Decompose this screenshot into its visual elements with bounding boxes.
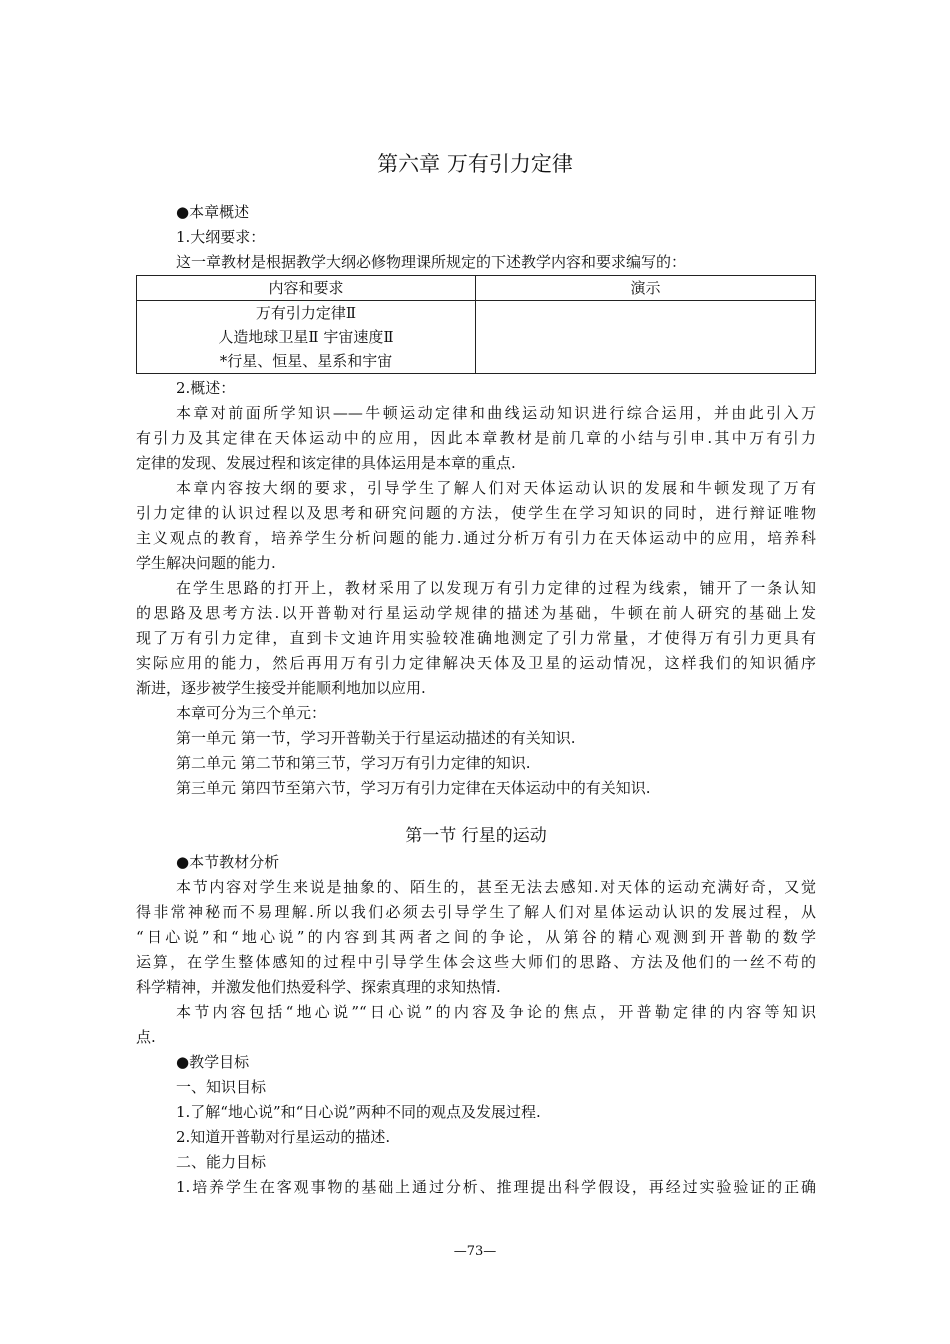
table-cell-content <box>137 301 476 374</box>
overview-section <box>136 200 816 374</box>
outline-intro: 这一章教材是根据教学大纲必修物理课所规定的下述教学内容和要求编写的： <box>176 253 687 271</box>
goals-heading: ●教学目标 <box>176 1053 250 1071</box>
text-line: 引力定律的认识过程以及思考和研究问题的方法，使学生在学习知识的同时，进行辩证唯物 <box>136 504 816 522</box>
text-line: 在学生思路的打开上，教材采用了以发现万有引力定律的过程为线索，铺开了一条认知 <box>176 579 816 597</box>
table-header-demo: 演示 <box>476 276 816 301</box>
table-cell-line: 人造地球卫星Ⅱ 宇宙速度Ⅱ <box>218 328 394 346</box>
table-cell-demo <box>476 301 816 374</box>
analysis-paragraph-2 <box>136 1000 816 1050</box>
analysis-heading: ●本节教材分析 <box>176 853 280 871</box>
table-cell-line: *行星、恒星、星系和宇宙 <box>219 352 393 370</box>
text-line: 有引力及其定律在天体运动中的应用，因此本章教材是前几章的小结与引申.其中万有引力 <box>136 429 816 447</box>
text-line: “日心说”和“地心说”的内容到其两者之间的争论，从第谷的精心观测到开普勒的数学 <box>136 928 816 946</box>
text-line: 得非常神秘而不易理解.所以我们必须去引导学生了解人们对星体运动认识的发展过程，从 <box>136 903 816 921</box>
section-1 <box>136 822 816 1200</box>
text-line: 定律的发现、发展过程和该定律的具体运用是本章的重点. <box>136 454 516 472</box>
summary-paragraph-3 <box>136 576 816 701</box>
table-cell-line: 万有引力定律Ⅱ <box>255 304 357 322</box>
text-line: 渐进，逐步被学生接受并能顺利地加以应用. <box>136 679 426 697</box>
table-header-content: 内容和要求 <box>137 276 476 301</box>
unit-item: 第一单元 第一节，学习开普勒关于行星运动描述的有关知识. <box>176 729 576 747</box>
text-line: 科学精神，并激发他们热爱科学、探索真理的求知热情. <box>136 978 501 996</box>
knowledge-heading: 一、知识目标 <box>176 1078 267 1096</box>
text-line: 的思路及思考方法.以开普勒对行星运动学规律的描述为基础，牛顿在前人研究的基础上发 <box>136 604 816 622</box>
section-title: 第一节 行星的运动 <box>405 826 547 846</box>
text-line: 本章内容按大纲的要求，引导学生了解人们对天体运动认识的发展和牛顿发现了万有 <box>176 479 816 497</box>
analysis-paragraph-1 <box>136 875 816 1000</box>
text-line: 本节内容对学生来说是抽象的、陌生的，甚至无法去感知.对天体的运动充满好奇，又觉 <box>176 878 816 896</box>
text-line: 实际应用的能力，然后再用万有引力定律解决天体及卫星的运动情况，这样我们的知识循序 <box>136 654 816 672</box>
summary-heading: 2.概述： <box>176 379 236 397</box>
requirements-table <box>136 275 816 374</box>
ability-heading: 二、能力目标 <box>176 1153 267 1171</box>
page-number: —73— <box>453 1244 497 1259</box>
units-intro: 本章可分为三个单元： <box>176 704 327 722</box>
overview-heading: ●本章概述 <box>176 203 250 221</box>
unit-item: 第二单元 第二节和第三节，学习万有引力定律的知识. <box>176 754 531 772</box>
summary-section <box>136 376 816 801</box>
summary-paragraph-2 <box>136 476 816 576</box>
outline-heading: 1.大纲要求： <box>176 228 266 246</box>
unit-item: 第三单元 第四节至第六节，学习万有引力定律在天体运动中的有关知识. <box>176 779 651 797</box>
knowledge-item: 2.知道开普勒对行星运动的描述. <box>176 1128 391 1146</box>
text-line: 点. <box>136 1028 156 1046</box>
text-line: 运算，在学生整体感知的过程中引导学生体会这些大师们的思路、方法及他们的一丝不苟的 <box>136 953 816 971</box>
text-line: 本节内容包括“地心说”“日心说”的内容及争论的焦点，开普勒定律的内容等知识 <box>176 1003 816 1021</box>
text-line: 主义观点的教育，培养学生分析问题的能力.通过分析万有引力在天体运动中的应用，培养科 <box>136 529 816 547</box>
summary-paragraph-1 <box>136 401 816 476</box>
knowledge-item: 1.了解“地心说”和“日心说”两种不同的观点及发展过程. <box>176 1103 541 1121</box>
ability-item: 1.培养学生在客观事物的基础上通过分析、推理提出科学假设，再经过实验验证的正确 <box>176 1178 816 1196</box>
chapter-title: 第六章 万有引力定律 <box>377 152 573 176</box>
text-line: 现了万有引力定律，直到卡文迪许用实验较准确地测定了引力常量，才使得万有引力更具有 <box>136 629 816 647</box>
text-line: 本章对前面所学知识——牛顿运动定律和曲线运动知识进行综合运用，并由此引入万 <box>176 404 816 422</box>
text-line: 学生解决问题的能力. <box>136 554 276 572</box>
